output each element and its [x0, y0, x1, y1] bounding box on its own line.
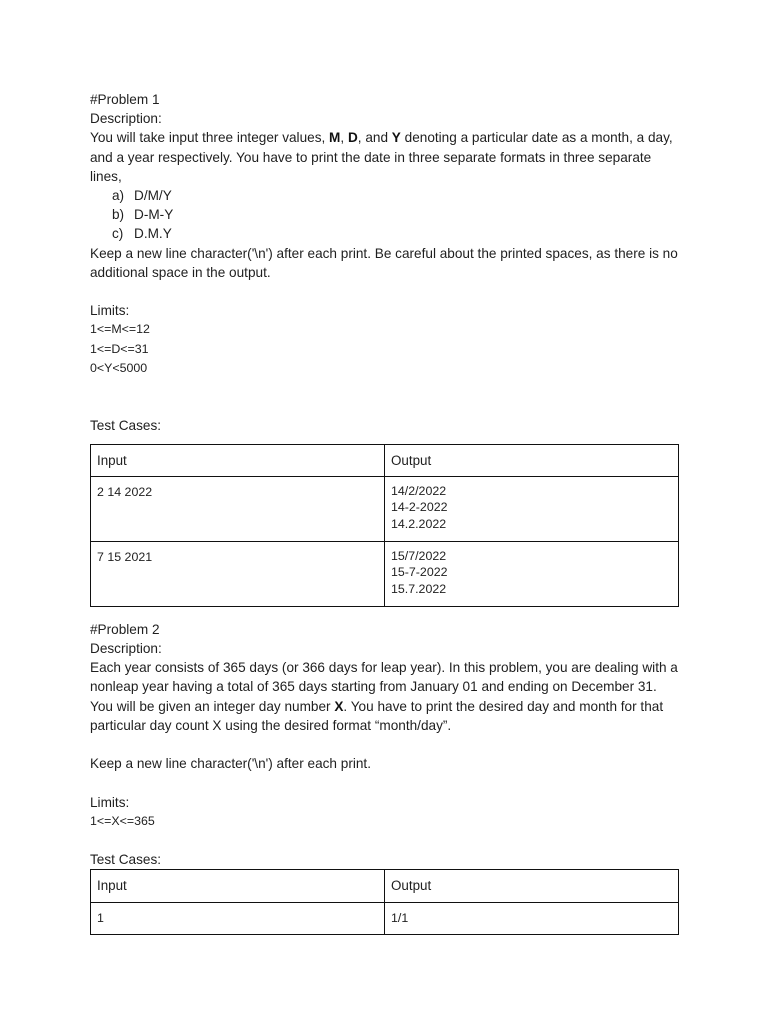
- table-row: [91, 902, 679, 934]
- problem1-test-cases-label: Test Cases:: [90, 418, 162, 434]
- problem2-test-cases-label: Test Cases:: [90, 852, 162, 868]
- problem1-intro-b: denoting a particular date as a month, a day, and a year respectively. You have to print the date in three separate formats in three separate lines,: [90, 130, 673, 184]
- problem2-limits-label: Limits:: [90, 794, 130, 810]
- output-line: 14/2/2022: [391, 483, 447, 498]
- problem1-limits-label: Limits:: [90, 303, 130, 319]
- table-header-row: [91, 444, 679, 476]
- output-line: 14.2.2022: [391, 517, 447, 531]
- limit-y: 0<Y<5000: [90, 360, 148, 375]
- problem1-description-label: Description:: [90, 111, 162, 127]
- option-marker: b): [112, 207, 125, 223]
- format-option: [112, 205, 680, 224]
- table-row: [91, 541, 679, 606]
- limit-x: 1<=X<=365: [90, 813, 155, 828]
- output-line: 14-2-2022: [391, 500, 448, 515]
- document-content: [90, 90, 680, 935]
- option-text: D-M-Y: [134, 207, 174, 223]
- header-input: Input: [91, 870, 385, 902]
- option-marker: c): [112, 226, 124, 242]
- problem2-test-table: [90, 869, 679, 934]
- cell-output: [385, 541, 679, 606]
- cell-input: 2 14 2022: [91, 476, 385, 541]
- format-option: [112, 186, 680, 205]
- problem2-heading: #Problem 2: [90, 621, 160, 637]
- output-line: 15.7.2022: [391, 582, 447, 596]
- output-line: 15-7-2022: [391, 565, 448, 580]
- problem1-description: [90, 128, 680, 186]
- sep1: ,: [340, 130, 348, 146]
- problem2-note: Keep a new line character('\n') after each print.: [90, 756, 371, 772]
- cell-output: [385, 476, 679, 541]
- problem2-description: [90, 658, 680, 735]
- option-marker: a): [112, 188, 125, 204]
- cell-output: 1/1: [385, 902, 679, 934]
- problem1-intro-a: You will take input three integer values,: [90, 130, 330, 146]
- format-option: [112, 224, 680, 243]
- sep2: , and: [357, 130, 392, 146]
- option-text: D.M.Y: [134, 226, 172, 242]
- problem1-note: Keep a new line character('\n') after each print. Be careful about the printed spaces, as there is no additional space in the output.: [90, 245, 678, 280]
- header-output: Output: [385, 444, 679, 476]
- cell-input: 7 15 2021: [91, 541, 385, 606]
- header-input: Input: [91, 444, 385, 476]
- var-x: X: [334, 698, 344, 714]
- problem2-desc-a: Each year consists of 365 days (or 366 days for leap year). In this problem, you are dealing with a nonleap year having a total of 365 days starting from January 01 and ending on December 31. You will be given an integer day number: [90, 660, 678, 714]
- option-text: D/M/Y: [134, 188, 172, 204]
- cell-input: 1: [91, 902, 385, 934]
- problem2-desc-b: . You have to print the desired day and month for that particular day count X using the desired format “month/day”.: [90, 698, 664, 733]
- problem2-description-label: Description:: [90, 641, 162, 657]
- output-line: 15/7/2022: [391, 548, 447, 563]
- limit-m: 1<=M<=12: [90, 322, 150, 337]
- var-m: M: [329, 130, 341, 146]
- header-output: Output: [385, 870, 679, 902]
- table-row: [91, 476, 679, 541]
- problem1-heading: #Problem 1: [90, 92, 160, 107]
- var-y: Y: [391, 130, 401, 146]
- format-options: [90, 186, 680, 244]
- var-d: D: [347, 130, 358, 146]
- limit-d: 1<=D<=31: [90, 341, 149, 356]
- problem1-test-table: [90, 444, 679, 607]
- table-header-row: [91, 870, 679, 902]
